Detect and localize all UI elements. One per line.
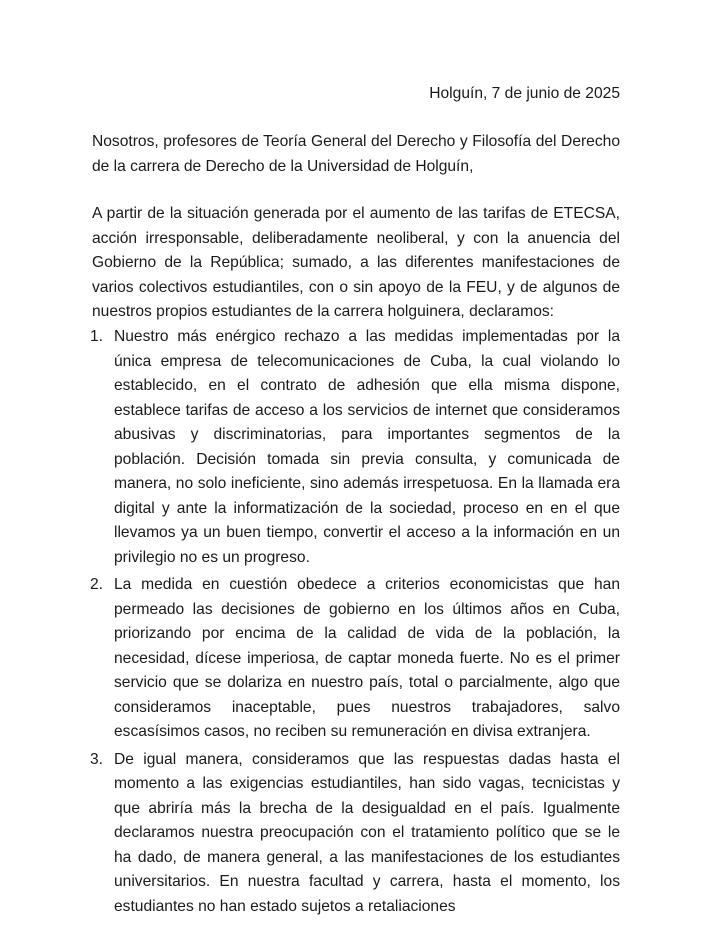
date-line: Holguín, 7 de junio de 2025 xyxy=(429,85,620,102)
preamble-paragraph: A partir de la situación generada por el aumento de las tarifas de ETECSA, acción irresponsable, deliberadamente neoliberal, y con la anuencia del Gobierno de la República; sumado, a las diferentes manifestaciones de varios colectivos estudiantiles, con o sin apoyo de la FEU, y de algunos de nuestros propios estudiantes de la carrera holguinera, declaramos: xyxy=(92,205,620,320)
declaration-number: 1. xyxy=(90,328,104,345)
declaration-list xyxy=(92,325,620,922)
intro-paragraph: Nosotros, profesores de Teoría General del Derecho y Filosofía del Derecho de la carrera de Derecho de la Universidad de Holguín, xyxy=(92,133,620,175)
declaration-item-3 xyxy=(92,748,620,920)
declaration-item-1 xyxy=(92,325,620,570)
declaration-text: La medida en cuestión obedece a criterios economicistas que han permeado las decisiones de gobierno en los últimos años en Cuba, priorizando por encima de la calidad de vida de la población, la necesidad, dícese imperiosa, de captar moneda fuerte. No es el primer servicio que se dolariza en nuestro país, total o parcialmente, algo que consideramos inaceptable, pues nuestros trabajadores, salvo escasísimos casos, no reciben su remuneración en divisa extranjera. xyxy=(114,576,620,740)
declaration-item-2 xyxy=(92,573,620,745)
declaration-text: De igual manera, consideramos que las respuestas dadas hasta el momento a las exigencias estudiantiles, han sido vagas, tecnicistas y que abriría más la brecha de la desigualdad en el país. Igualmente declaramos nuestra preocupación con el tratamiento político que se le ha dado, de manera general, a las manifestaciones de los estudiantes universitarios. En nuestra facultad y carrera, hasta el momento, los estudiantes no han estado sujetos a retaliaciones xyxy=(114,750,620,915)
declaration-text: Nuestro más enérgico rechazo a las medidas implementadas por la única empresa de telecomunicaciones de Cuba, la cual violando lo establecido, en el contrato de adhesión que ella misma dispone, establece tarifas de acceso a los servicios de internet que consideramos abusivas y discriminatorias, para importantes segmentos de la población. Decisión tomada sin previa consulta, y comunicada de manera, no solo ineficiente, sino además irrespetuosa. En la llamada era digital y ante la informatización de la sociedad, proceso en en el que llevamos ya un buen tiempo, convertir el acceso a la información en un privilegio no es un progreso. xyxy=(114,328,620,566)
declaration-number: 2. xyxy=(90,576,104,593)
declaration-number: 3. xyxy=(90,750,104,768)
